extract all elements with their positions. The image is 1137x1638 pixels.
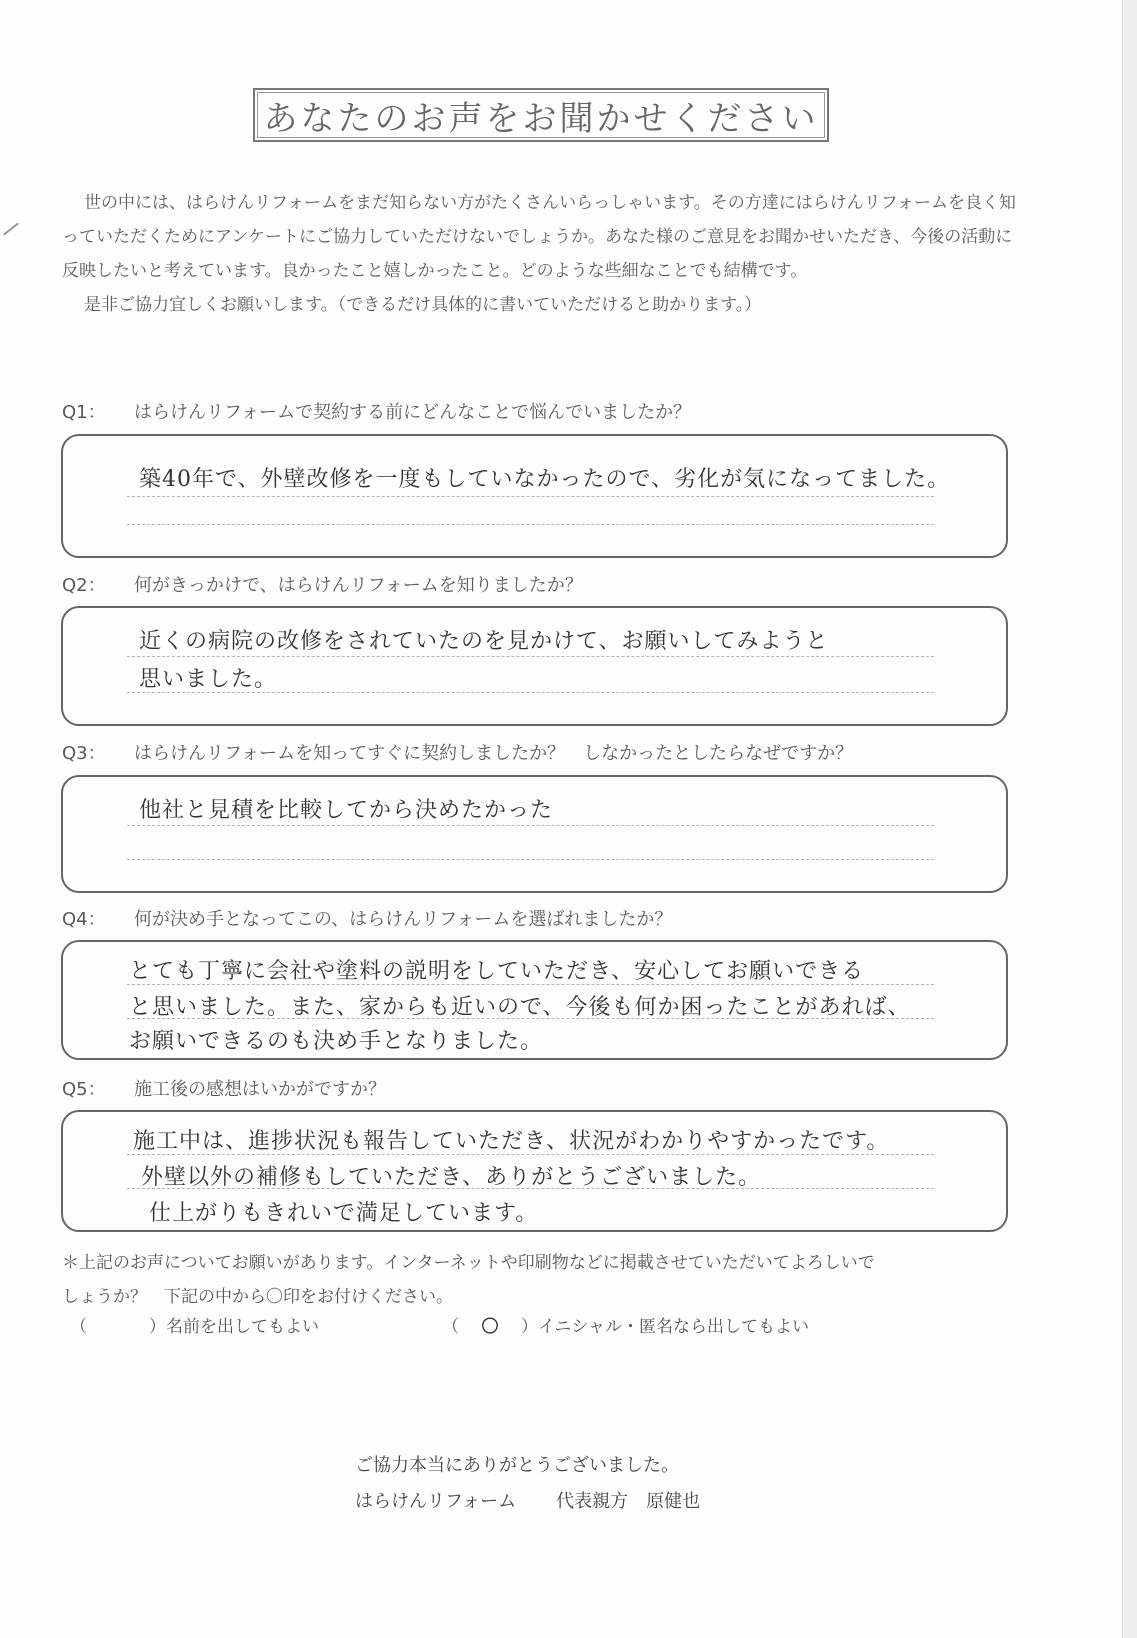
question-2 — [62, 571, 1062, 597]
question-number: Q5： — [62, 1079, 106, 1100]
answer-box-4 — [61, 940, 1008, 1060]
representative-name: 代表親方 原健也 — [556, 1491, 701, 1512]
answer-line: と思いました。また、家からも近いので、今後も何か困ったことがあれば、 — [129, 995, 911, 1020]
consent-line-2: しょうか？ 下記の中から〇印をお付けください。 — [62, 1287, 453, 1307]
question-text: 施工後の感想はいかがですか？ — [134, 1079, 386, 1100]
question-text: 何がきっかけで、はらけんリフォームを知りましたか？ — [134, 575, 583, 596]
footer-signature — [355, 1484, 700, 1520]
answer-box-1 — [61, 434, 1008, 558]
answer-line: 外壁以外の補修もしていただき、ありがとうございました。 — [141, 1165, 762, 1190]
consent-text — [62, 1246, 1062, 1314]
question-number: Q1： — [62, 402, 106, 423]
question-number: Q3： — [62, 743, 106, 764]
question-text: はらけんリフォームを知ってすぐに契約しましたか？ しなかったとしたらなぜですか？ — [134, 743, 854, 764]
footer — [355, 1448, 700, 1520]
ruled-line — [127, 859, 934, 860]
ruled-line — [127, 984, 934, 985]
answer-line: 近くの病院の改修をされていたのを見かけて、お願いしてみようと — [139, 629, 829, 654]
company-name: はらけんリフォーム — [355, 1491, 517, 1512]
question-number: Q2： — [62, 575, 106, 596]
answer-box-2 — [61, 606, 1008, 726]
page-title: あなたのお声をお聞かせください — [253, 88, 829, 142]
question-1 — [62, 398, 1062, 424]
question-text: はらけんリフォームで契約する前にどんなことで悩んでいましたか？ — [134, 402, 692, 423]
option-mark: 〇 — [481, 1317, 499, 1337]
intro-paragraph-2: 是非ご協力宜しくお願いします。（できるだけ具体的に書いていただけると助かります。） — [84, 295, 762, 315]
ruled-line — [127, 656, 934, 657]
ruled-line — [127, 1154, 934, 1155]
ruled-line — [127, 1018, 934, 1019]
footer-thanks: ご協力本当にありがとうございました。 — [355, 1455, 679, 1476]
answer-line: 他社と見積を比較してから決めたかった — [139, 798, 554, 823]
option-label: 名前を出してもよい — [166, 1317, 319, 1337]
ruled-line — [127, 692, 934, 693]
intro-paragraph-1: 世の中には、はらけんリフォームをまだ知らない方がたくさんいらっしゃいます。その方達にはらけんリフォームを良く知っていただくためにアンケートにご協力していただけないでしょうか。あなた様のご意見をお聞かせいただき、今後の活動に反映したいと考えています。良かったこと嬉しかったこと。どのような些細なことでも結構です。 — [62, 193, 1016, 281]
answer-line: とても丁寧に会社や塗料の説明をしていただき、安心してお願いできる — [129, 959, 865, 984]
answer-box-3 — [61, 775, 1008, 893]
ruled-line — [127, 1188, 934, 1189]
answer-line: 思いました。 — [139, 667, 278, 692]
ruled-line — [127, 496, 934, 497]
scan-edge — [1122, 0, 1137, 1638]
option-name-ok[interactable]: （ ）名前を出してもよい — [70, 1317, 319, 1337]
intro-text — [62, 186, 1022, 322]
answer-line: 施工中は、進捗状況も報告していただき、状況がわかりやすかったです。 — [133, 1129, 890, 1154]
ruled-line — [127, 825, 934, 826]
margin-mark — [3, 223, 18, 236]
consent-line-1: ＊上記のお声についてお願いがあります。インターネットや印刷物などに掲載させていただいてよろしいで — [62, 1253, 875, 1273]
ruled-line — [127, 524, 934, 525]
question-3 — [62, 739, 1062, 765]
question-4 — [62, 905, 1062, 931]
question-number: Q4： — [62, 909, 106, 930]
answer-box-5 — [61, 1110, 1008, 1232]
option-label: イニシャル・匿名なら出してもよい — [538, 1317, 809, 1337]
question-5 — [62, 1075, 1062, 1101]
answer-line: 築40年で、外壁改修を一度もしていなかったので、劣化が気になってました。 — [139, 467, 951, 492]
option-initial-ok[interactable]: （ 〇 ）イニシャル・匿名なら出してもよい — [442, 1312, 809, 1337]
question-text: 何が決め手となってこの、はらけんリフォームを選ばれましたか？ — [134, 909, 673, 930]
answer-line: お願いできるのも決め手となりました。 — [129, 1029, 544, 1054]
answer-line: 仕上がりもきれいで満足しています。 — [149, 1201, 539, 1226]
